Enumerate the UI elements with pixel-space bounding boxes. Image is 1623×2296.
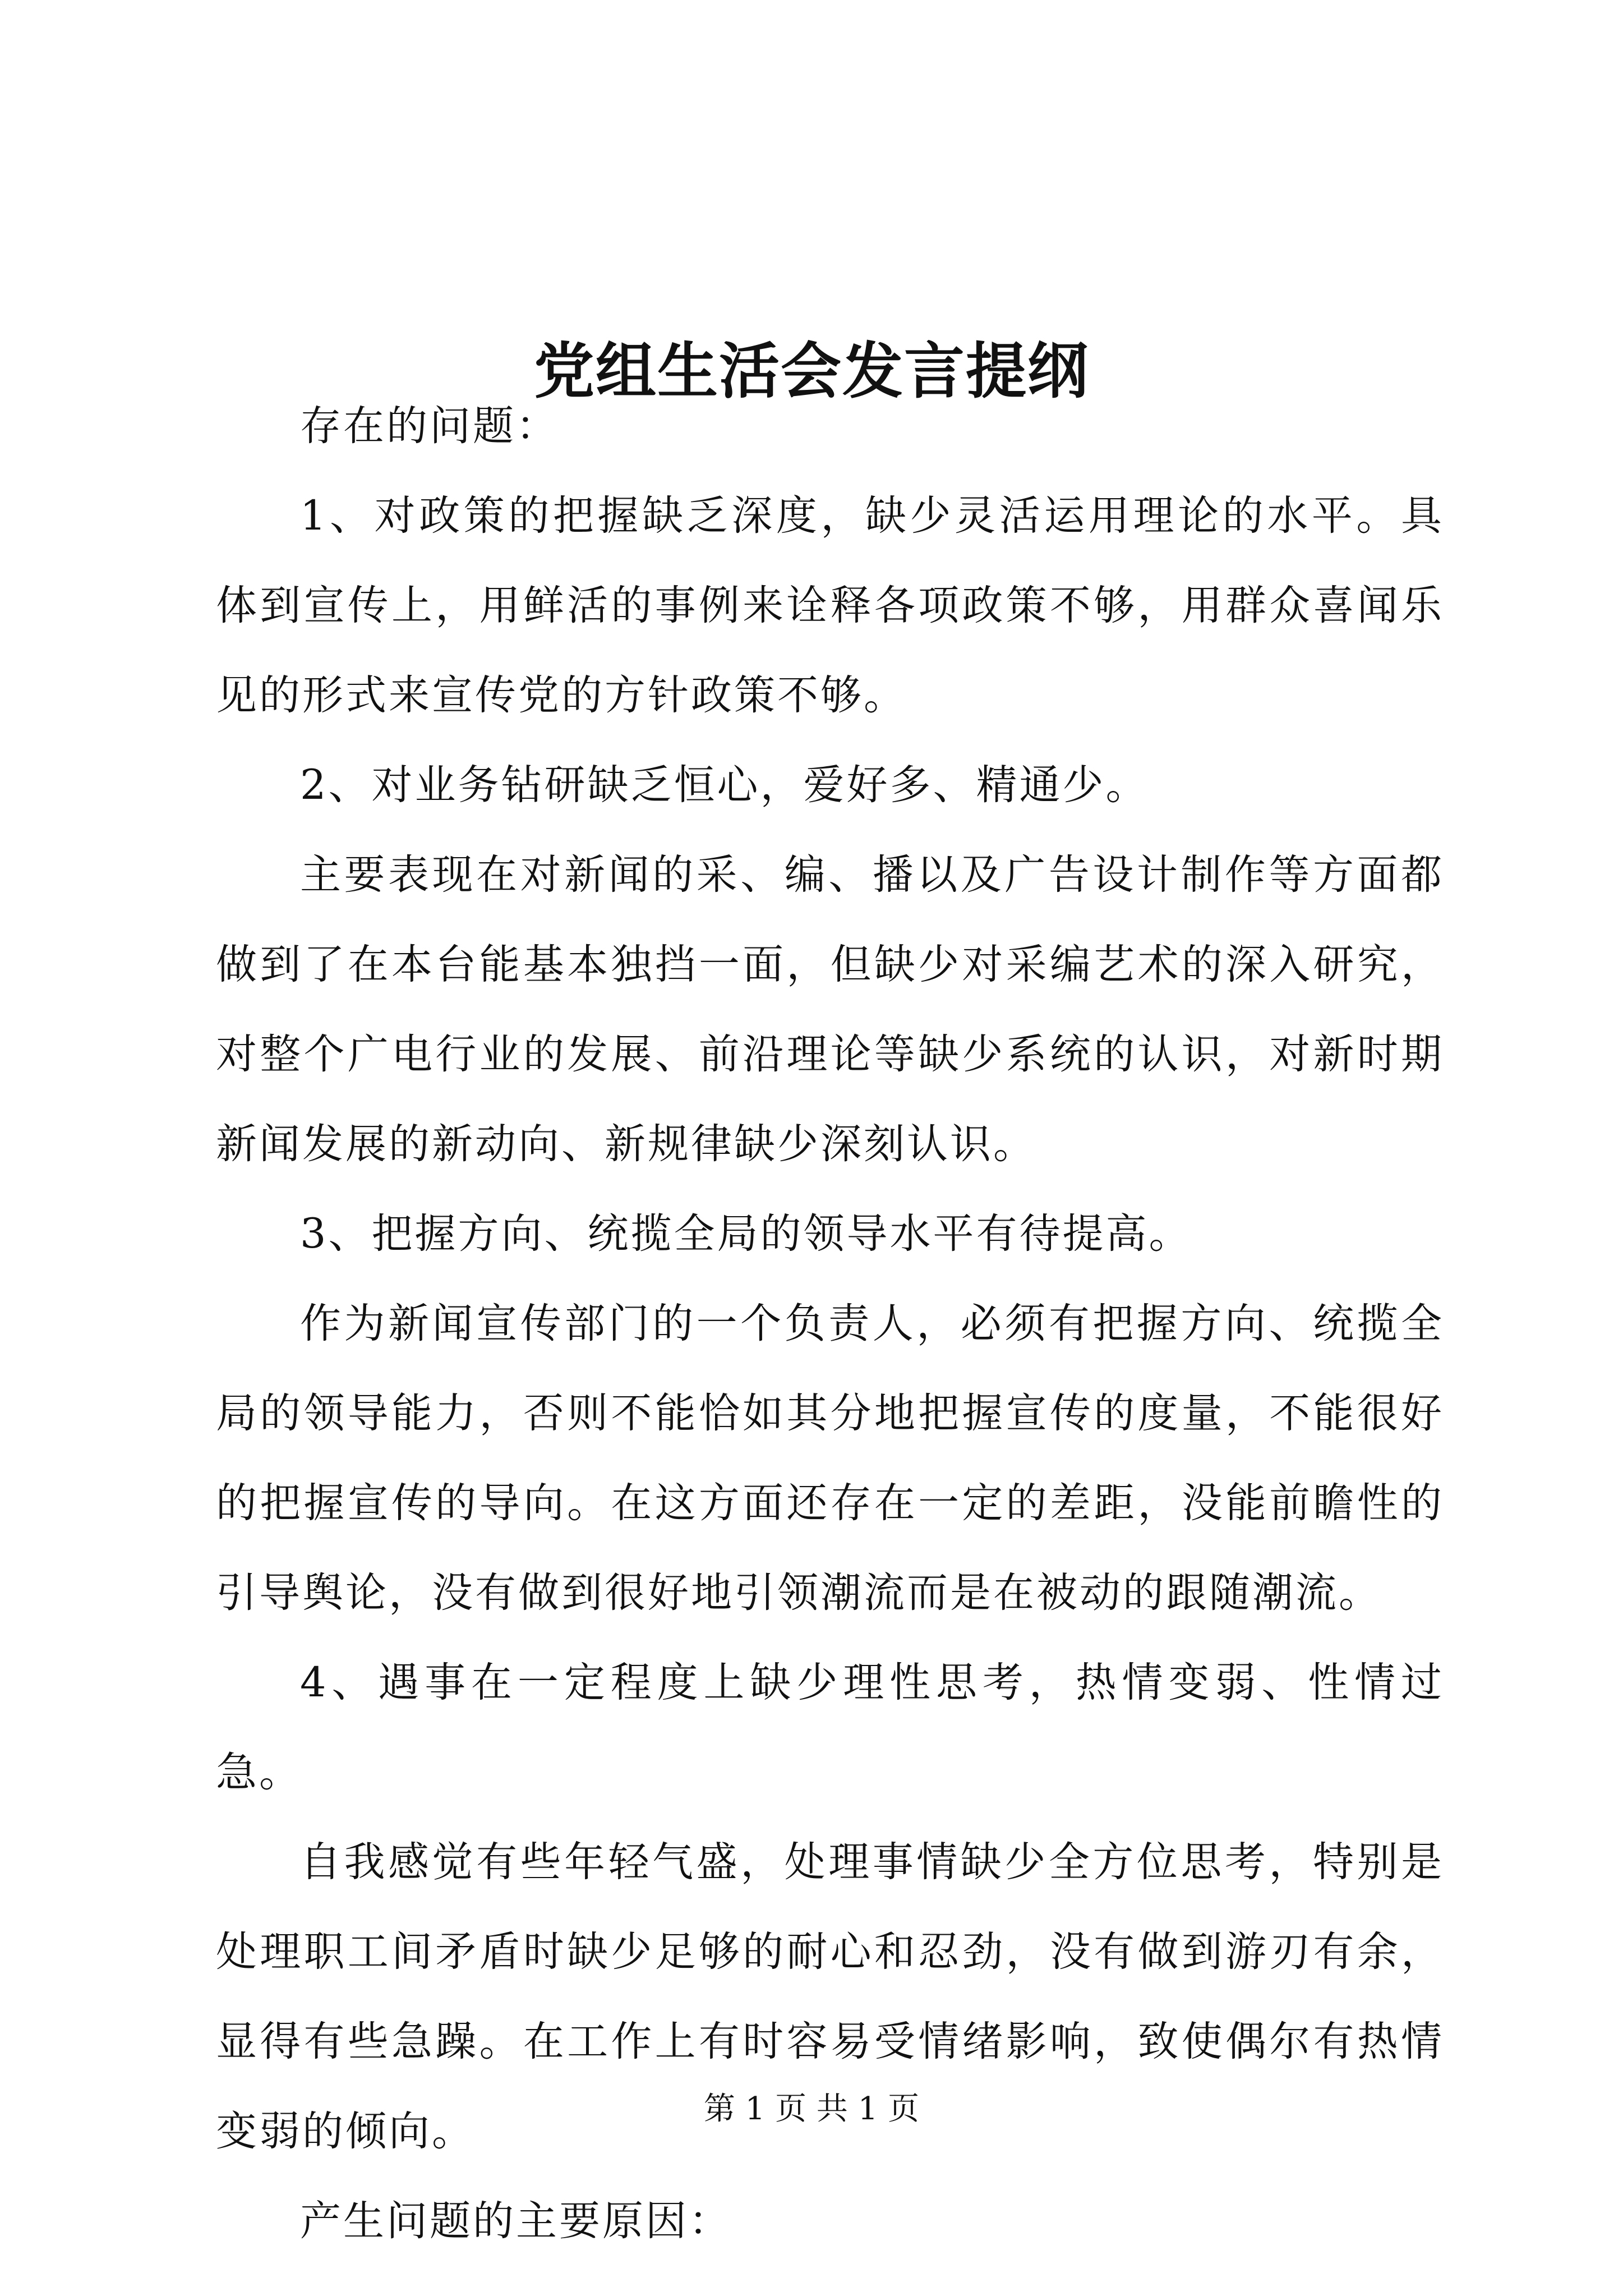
paragraph-issue-1: 1、对政策的把握缺乏深度，缺少灵活运用理论的水平。具体到宣传上，用鲜活的事例来诠释各项政策不够，用群众喜闻乐见的形式来宣传党的方针政策不够。	[216, 492, 1444, 719]
paragraph-issue-4: 4、遇事在一定程度上缺少理性思考，热情变弱、性情过急。	[216, 1659, 1444, 1796]
paragraph-issue-3: 3、把握方向、统揽全局的领导水平有待提高。	[300, 1210, 1192, 1258]
paragraph-issues-heading: 存在的问题：	[300, 402, 559, 450]
paragraph-issue-3-detail: 作为新闻宣传部门的一个负责人，必须有把握方向、统揽全局的领导能力，否则不能恰如其分地把握宣传的度量，不能很好的把握宣传的导向。在这方面还存在一定的差距，没能前瞻性的引导舆论，没有做到很好地引领潮流而是在被动的跟随潮流。	[216, 1300, 1444, 1617]
paragraph-issue-2-detail: 主要表现在对新闻的采、编、播以及广告设计制作等方面都做到了在本台能基本独挡一面，但缺少对采编艺术的深入研究，对整个广电行业的发展、前沿理论等缺少系统的认识，对新时期新闻发展的新动向、新规律缺少深刻认识。	[216, 851, 1444, 1168]
page-footer: 第 1 页 共 1 页	[703, 2091, 920, 2127]
document-body	[216, 381, 1444, 2266]
document-title: 党组生活会发言提纲	[533, 336, 1089, 407]
paragraph-causes-heading: 产生问题的主要原因：	[300, 2197, 732, 2245]
paragraph-issue-4-detail: 自我感觉有些年轻气盛，处理事情缺少全方位思考，特别是处理职工间矛盾时缺少足够的耐心和忍劲，没有做到游刃有余，显得有些急躁。在工作上有时容易受情绪影响，致使偶尔有热情变弱的倾向。	[216, 1838, 1444, 2155]
paragraph-issue-2: 2、对业务钻研缺乏恒心，爱好多、精通少。	[300, 761, 1149, 809]
